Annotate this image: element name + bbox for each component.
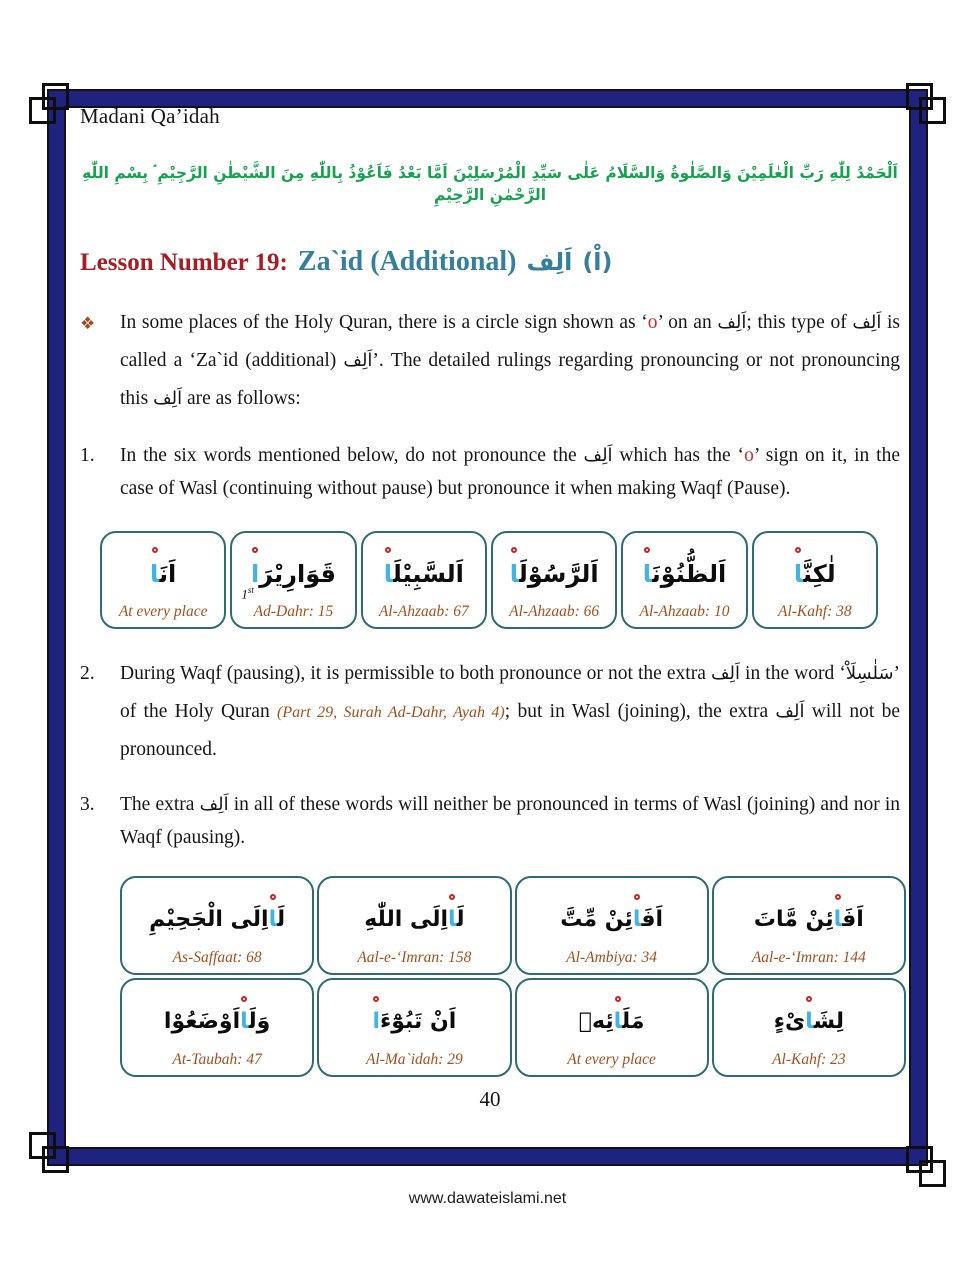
zaid-alif [643,560,652,588]
word-box [712,876,906,975]
reference-label: Al-Ahzaab: 66 [509,603,600,621]
word-box [621,531,747,629]
arabic-word-part: ئِنْ مِّتَّ [560,906,633,932]
item-number: 2. [80,663,95,685]
arabic-word-part: لِشَ‍ [813,1008,845,1034]
reference-label: At every place [118,603,208,621]
text-segment: During Waqf (pausing), it is permissible to both pronounce or not the extra [120,663,711,685]
word-box [120,876,314,975]
zaid-alif-letter: ‍ا [805,1008,814,1034]
zaid-alif [614,1009,622,1034]
arabic-inline-word: سَلٰسِلَاْ [845,663,894,685]
word-examples-grid [120,876,906,1077]
arabic-word-part: اَلظُّنُوْنَ‍ [651,560,727,589]
arabic-word-part: لَ‍ [276,906,286,932]
arabic-word [150,533,176,603]
corner-ornament-icon [29,1132,56,1159]
lesson-arabic-sign: (اْ) [582,248,613,277]
arabic-word-part: مَلَ‍ [621,1008,645,1034]
arabic-word [251,533,336,603]
word-box [491,531,617,629]
arabic-word [579,980,645,1051]
word-box [515,876,709,975]
reference-label: Aal-e-‘Imran: 158 [357,948,472,966]
item-text [120,655,900,769]
ordinal-note [241,585,254,602]
zaid-circle-icon [241,996,247,1002]
zaid-alif-letter: ا [372,1008,381,1034]
arabic-inline-word: اَلِف [199,794,229,816]
diamond-bullet-icon: ❖ [80,314,96,334]
zaid-circle-icon [795,547,801,553]
numbered-item-2 [80,655,900,769]
corner-ornament-icon [919,97,946,124]
reference-label: Al-Kahf: 23 [772,1050,846,1068]
arabic-word [510,533,599,603]
arabic-inline-word: اَلِف [583,445,613,467]
zaid-circle-icon [252,547,258,553]
lesson-name-label: Za`id (Additional) [297,246,517,278]
zaid-alif-letter: ‍ا [268,906,277,932]
numbered-item-3 [80,789,900,854]
text-segment: is called a ‘Za`id (additional) [120,312,900,372]
text-segment: in the word ‘ [739,663,846,685]
word-box [100,531,226,629]
zaid-circle-icon [449,894,455,900]
zaid-alif [805,1009,813,1034]
text-segment: In the six words mentioned below, do not pronounce the [120,445,584,467]
word-examples-row [100,531,878,629]
arabic-word-part: لَ‍ [456,906,465,932]
arabic-word-part: اَنْ تَبُوْٓءَ [380,1008,457,1034]
item-text [120,440,900,505]
arabic-inline-word: اَلِف [710,663,740,685]
zaid-circle-icon [806,996,812,1002]
zaid-alif-letter: ‍ا [613,1008,622,1034]
arabic-inline-word: اَلِف [153,388,183,410]
lesson-arabic-word: اَلِف [526,248,573,277]
lesson-number-label: Lesson Number 19: [80,249,288,277]
reference-label: At-Taubah: 47 [172,1050,262,1068]
arabic-word-part: اِلَى اللّٰهِ [364,906,449,932]
reference-label: Al-Ambiya: 34 [566,948,658,966]
item-text [120,789,900,854]
circle-sign-letter: o [744,445,754,467]
reference-label: As-Saffaat: 68 [172,948,262,966]
reference-label: Aal-e-‘Imran: 144 [751,948,866,966]
reference-label: Ad-Dahr: 15 [253,603,334,621]
arabic-word-part: ىْءٍ [773,1008,806,1034]
quran-reference-note: (Part 29, Surah Ad-Dahr, Ayah 4) [277,704,505,722]
page-number: 40 [479,1086,501,1111]
word-box [317,978,511,1077]
arabic-word-part: اَلسَّبِيْلَ‍ [392,560,464,589]
reference-label: Al-Ma`idah: 29 [365,1050,463,1068]
word-box [361,531,487,629]
arabic-inline-word: اَلِف [775,701,805,723]
text-segment: will not be pronounced. [120,701,900,761]
arabic-word [774,980,844,1051]
page-content [80,104,900,1112]
word-box [317,876,511,975]
text-segment: The extra [120,794,200,816]
arabic-word [164,980,270,1051]
ordinal-suffix: st [247,584,254,595]
item-number: 3. [80,794,95,816]
zaid-circle-icon [615,996,621,1002]
word-box [712,978,906,1077]
arabic-word [560,878,663,949]
zaid-circle-icon [511,547,517,553]
zaid-alif [150,560,159,588]
arabic-word [372,980,456,1051]
reference-label: Al-Ahzaab: 67 [378,603,469,621]
zaid-alif [269,907,277,932]
word-box [515,978,709,1077]
arabic-word-part: اَفَ‍ [841,906,864,932]
circle-sign-letter: o [647,312,658,334]
zaid-alif [372,1009,380,1034]
book-title: Madani Qa’idah [80,104,220,128]
arabic-word [149,878,285,949]
zaid-alif [834,907,842,932]
arabic-word-part: اِلَى الْجَحِيْمِ [149,906,269,932]
text-segment: ’. The detailed rulings regarding pronouncing or not pronouncing this [120,350,900,410]
arabic-word-part: ئِهٖ [578,1008,614,1034]
text-segment: which has the ‘ [612,445,745,467]
text-segment: ; this type of [746,312,853,334]
zaid-alif-letter: ‍ا [793,560,803,589]
lesson-title [80,246,900,278]
arabic-word [794,533,836,603]
zaid-alif-letter: ‍ا [833,906,842,932]
arabic-word-part: اَنَ‍ [159,560,177,589]
word-box [230,531,356,629]
zaid-circle-icon [644,547,650,553]
text-segment: ’ sign on it, in the case of Wasl (continuing without pause) but pronounce it when making Waqf (Pause). [120,445,901,499]
zaid-circle-icon [835,894,841,900]
zaid-alif [384,560,393,588]
zaid-alif [794,560,803,588]
reference-label: Al-Kahf: 38 [777,603,852,621]
word-box [120,978,314,1077]
arabic-word-part: لٰكِنَّ‍ [802,560,836,589]
zaid-alif [633,907,641,932]
website-footer: www.dawateislami.net [408,1190,567,1207]
arabic-inline-word: اَلِف [717,312,747,334]
corner-ornament-icon [919,1160,946,1187]
zaid-alif-letter: ‍ا [509,560,519,589]
arabic-word-part: اَفَ‍ [641,906,664,932]
item-number: 1. [80,445,95,467]
zaid-alif [240,1009,248,1034]
zaid-alif-letter: ‍ا [150,560,160,589]
text-segment: In some places of the Holy Quran, there is a circle sign shown as ‘ [120,312,648,334]
zaid-alif-letter: ‍ا [448,906,457,932]
arabic-word [384,533,464,603]
text-segment: ’ on an [657,312,718,334]
arabic-word-part: ئِنْ مَّاتَ [753,906,834,932]
zaid-circle-icon [634,894,640,900]
text-segment: are as follows: [182,388,301,410]
arabic-word [643,533,727,603]
arabic-word-part: قَوَارِيْرَ [259,560,336,589]
zaid-alif-letter: ‍ا [642,560,652,589]
intro-text [120,304,900,418]
zaid-alif-letter: ‍ا [632,906,642,932]
word-box [752,531,878,629]
intro-paragraph [80,304,900,418]
zaid-alif [448,907,456,932]
reference-label: Al-Ahzaab: 10 [639,603,730,621]
numbered-item-1 [80,440,900,505]
arabic-word-part: اَلرَّسُوْلَ‍ [518,560,599,589]
arabic-word [364,878,464,949]
arabic-inline-word: اَلِف [343,350,373,372]
text-segment: in all of these words will neither be pronounced in terms of Wasl (joining) and nor in Waqf (pausing). [120,794,900,848]
text-segment: ; but in Wasl (joining), the extra [504,701,776,723]
arabic-word-part: وَلَ‍ [248,1008,271,1034]
arabic-inline-word: اَلِف [852,312,882,334]
zaid-circle-icon [373,996,379,1002]
zaid-circle-icon [385,547,391,553]
zaid-circle-icon [152,547,158,553]
text-segment: ’ of the Holy Quran [120,663,901,723]
zaid-alif [510,560,519,588]
ordinal-number: 1 [241,586,248,602]
zaid-alif-letter: ا [251,560,260,589]
zaid-alif-letter: ‍ا [383,560,393,589]
zaid-circle-icon [270,894,276,900]
bullet-marker [80,304,120,418]
corner-ornament-icon [29,97,56,124]
reference-label: At every place [567,1050,656,1068]
zaid-alif-letter: ‍ا [240,1008,249,1034]
arabic-praise-line: اَلْحَمْدُ لِلّٰهِ رَبِّ الْعٰلَمِيْنَ وَالصَّلٰوةُ وَالسَّلَامُ عَلٰى سَيِّدِ الْمُرْسَلِيْنَ اَمَّا بَعْدُ فَاَعُوْذُ بِاللّٰهِ مِنَ الشَّيْطٰنِ الرَّجِيْمِ ۘ بِسْمِ اللّٰهِ الرَّحْمٰنِ الرَّحِيْمِ [82,164,898,204]
arabic-word [754,878,864,949]
arabic-word-part: اَوْضَعُوْا [163,1008,241,1034]
